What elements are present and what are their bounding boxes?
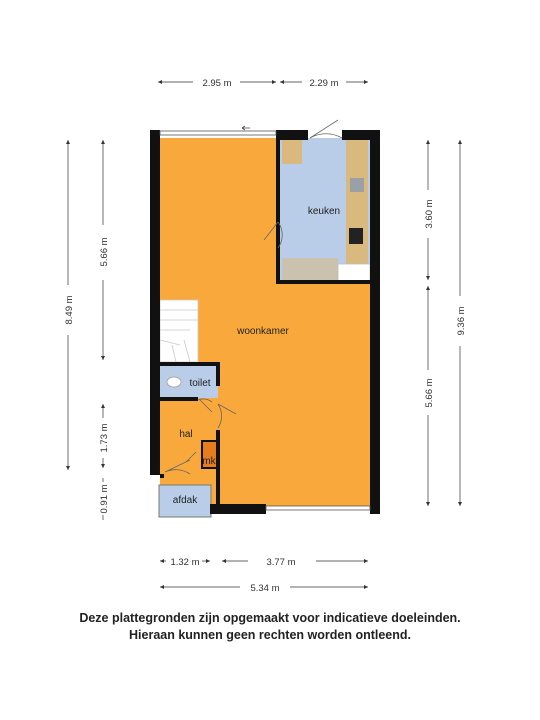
dim-bottom-left: 1.32 m bbox=[170, 557, 200, 568]
toilet-label: toilet bbox=[189, 378, 211, 389]
mk-label: mk bbox=[202, 456, 216, 467]
disclaimer-line-1: Deze plattegronden zijn opgemaakt voor indicatieve doeleinden. bbox=[79, 611, 461, 625]
hal-label: hal bbox=[179, 429, 193, 440]
dim-left-outer: 8.49 m bbox=[64, 295, 75, 325]
dim-left-lower: 0.91 m bbox=[99, 484, 110, 514]
staircase bbox=[160, 300, 198, 362]
dim-right-outer: 9.36 m bbox=[456, 306, 467, 336]
dim-bottom-right: 3.77 m bbox=[266, 557, 296, 568]
keuken-label: keuken bbox=[307, 206, 341, 217]
dim-right-upper: 3.60 m bbox=[424, 199, 435, 229]
disclaimer bbox=[0, 610, 540, 644]
dim-bottom-total: 5.34 m bbox=[250, 583, 280, 594]
dim-right-lower: 5.66 m bbox=[424, 378, 435, 408]
afdak-label: afdak bbox=[172, 495, 198, 506]
dim-top-left: 2.95 m bbox=[202, 78, 232, 89]
dim-top-right: 2.29 m bbox=[309, 78, 339, 89]
sliding-door-arrow-icon bbox=[242, 126, 250, 130]
dim-left-middle: 1.73 m bbox=[99, 423, 110, 453]
dim-left-upper: 5.66 m bbox=[99, 237, 110, 267]
woonkamer-label: woonkamer bbox=[237, 326, 289, 337]
disclaimer-line-2: Hieraan kunnen geen rechten worden ontleend. bbox=[129, 628, 411, 642]
